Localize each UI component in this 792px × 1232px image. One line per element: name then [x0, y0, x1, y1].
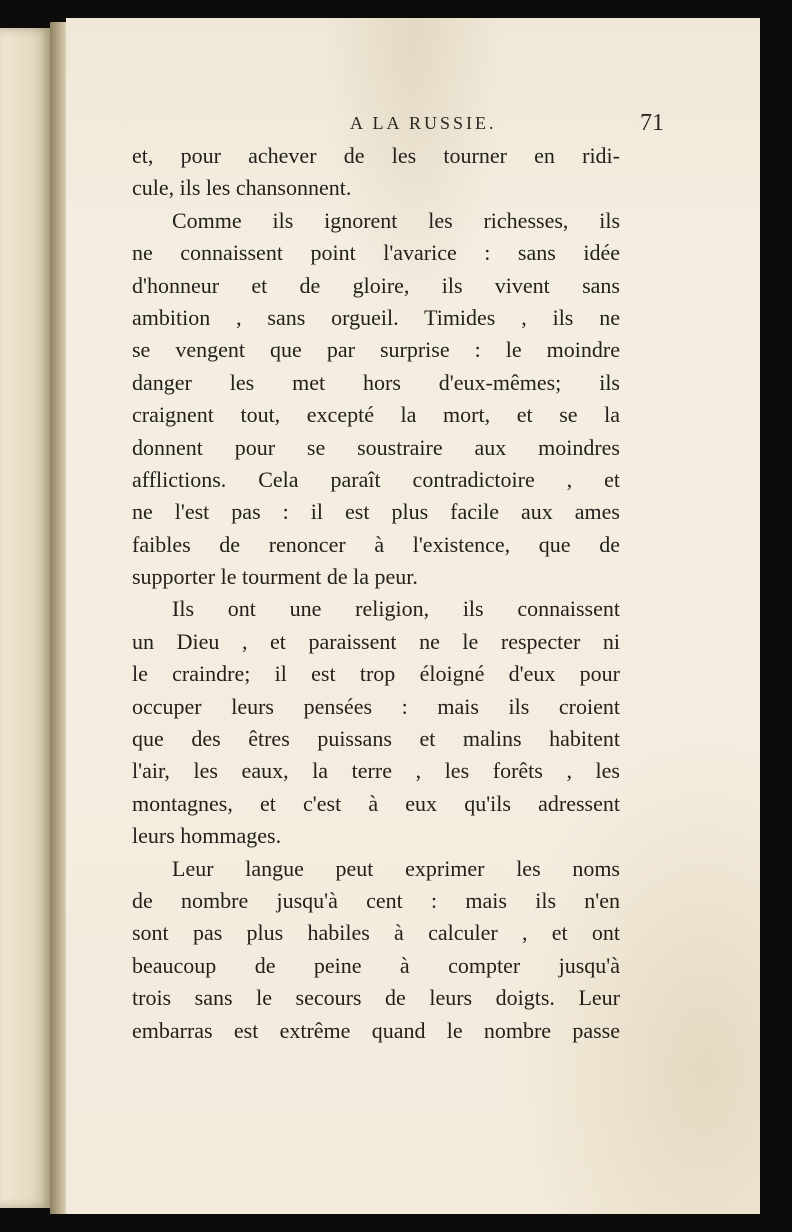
text-line: donnent pour se soustraire aux moindres [132, 434, 620, 460]
text-line: cule, ils les chansonnent. [132, 175, 352, 201]
text-line: embarras est extrême quand le nombre passe [132, 1017, 620, 1043]
text-line: Leur langue peut exprimer les noms [172, 855, 620, 881]
running-head: A LA RUSSIE. [350, 113, 497, 133]
text-line: le craindre; il est trop éloigné d'eux pour [132, 661, 620, 687]
text-line: Ils ont une religion, ils connaissent [172, 596, 620, 622]
text-line: faibles de renoncer à l'existence, que de [132, 531, 620, 557]
text-line: craignent tout, excepté la mort, et se la [132, 402, 620, 428]
text-line: afflictions. Cela paraît contradictoire , et [132, 466, 620, 492]
text-line: un Dieu , et paraissent ne le respecter ni [132, 628, 620, 654]
text-line: d'honneur et de gloire, ils vivent sans [132, 272, 620, 298]
text-line: et, pour achever de les tourner en ridi- [132, 143, 620, 168]
text-line: leurs hommages. [132, 823, 282, 849]
body-text [132, 140, 620, 1047]
text-line: montagnes, et c'est à eux qu'ils adressent [132, 790, 620, 816]
page-header [66, 110, 760, 143]
text-line: l'air, les eaux, la terre , les forêts , les [132, 758, 620, 784]
text-line: trois sans le secours de leurs doigts. Leur [132, 985, 620, 1011]
facing-page-edge [0, 28, 52, 1208]
text-line: de nombre jusqu'à cent : mais ils n'en [132, 887, 620, 913]
text-line: se vengent que par surprise : le moindre [132, 337, 620, 363]
text-line: beaucoup de peine à compter jusqu'à [132, 952, 620, 978]
text-line: supporter le tourment de la peur. [132, 564, 418, 590]
text-line: que des êtres puissans et malins habitent [132, 726, 620, 752]
text-line: ambition , sans orgueil. Timides , ils ne [132, 304, 620, 330]
page-number: 71 [640, 110, 664, 136]
text-line: Comme ils ignorent les richesses, ils [172, 207, 620, 233]
text-line: ne connaissent point l'avarice : sans idée [132, 240, 620, 266]
text-line: occuper leurs pensées : mais ils croient [132, 693, 620, 719]
text-line: sont pas plus habiles à calculer , et ont [132, 920, 620, 946]
text-line: danger les met hors d'eux-mêmes; ils [132, 369, 620, 395]
text-line: ne l'est pas : il est plus facile aux ames [132, 499, 620, 525]
